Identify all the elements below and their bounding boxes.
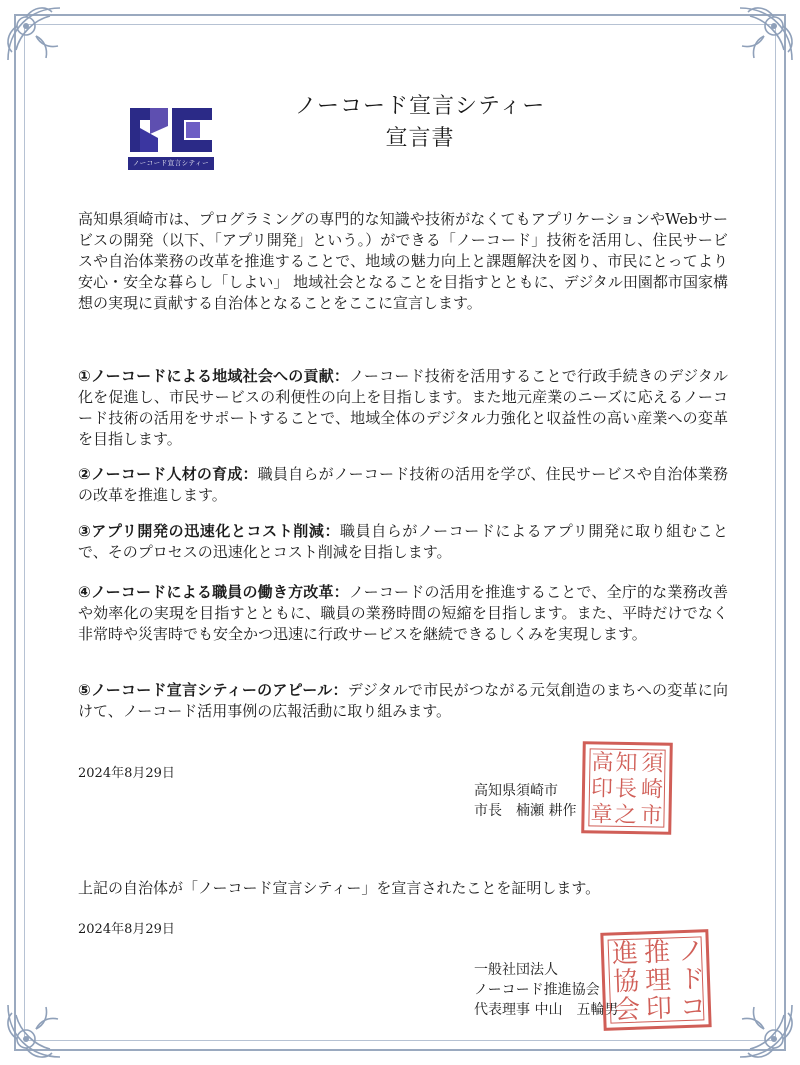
association-signature-block (474, 960, 618, 1020)
signer-name: 代表理事 中山 五輪男 (474, 1002, 619, 1018)
signer-name: 市長 楠瀬 耕作 (474, 803, 577, 819)
signer-organization: 高知県須崎市 (474, 783, 558, 799)
declaration-item (78, 521, 728, 563)
declaration-date: 2024年8月29日 (78, 766, 175, 781)
signer-org-type: 一般社団法人 (474, 962, 558, 978)
association-seal-icon: ノ ド コ 推 理 印 進 協 会 (600, 929, 711, 1031)
declaration-item (78, 464, 728, 506)
item-heading: ⑤ノーコード宣言シティーのアピール： (78, 681, 348, 699)
item-text: デジタルで市民がつながる元気創造のまちへの変革に向けて、ノーコード活用事例の広報活動に取り組みます。 (78, 681, 729, 720)
title-line-2: 宣言書 (385, 126, 455, 151)
corner-ornament-icon (704, 0, 800, 96)
certification-statement: 上記の自治体が「ノーコード宣言シティー」を宣言されたことを証明します。 (78, 879, 601, 897)
item-heading: ②ノーコード人材の育成： (78, 465, 258, 483)
declaration-item (78, 680, 728, 722)
item-text: 職員自らがノーコード技術の活用を学び、住民サービスや自治体業務の改革を推進します。 (78, 465, 728, 504)
declaration-item (78, 582, 728, 645)
item-text: ノーコードの活用を推進することで、全庁的な業務改善や効率化の実現を目指すとともに、職員の業務時間の短縮を目指します。また、平時だけでなく非常時や災害時でも安全かつ迅速に行政サービスを継続できるしくみを実現します。 (78, 583, 728, 643)
title-line-1: ノーコード宣言シティー (294, 94, 546, 119)
corner-ornament-icon (0, 0, 96, 96)
item-heading: ④ノーコードによる職員の働き方改革： (78, 583, 349, 601)
item-text: ノーコード技術を活用することで行政手続きのデジタル化を促進し、市民サービスの利便性の向上を目指します。また地元産業のニーズに応えるノーコード技術の活用をサポートすることで、地域全体のデジタル力強化と収益性の高い産業への変革を目指します。 (78, 367, 728, 448)
item-heading: ①ノーコードによる地域社会への貢献： (78, 367, 350, 385)
mayor-signature-block (474, 781, 576, 821)
item-heading: ③アプリ開発の迅速化とコスト削減： (78, 522, 341, 540)
corner-ornament-icon (704, 969, 800, 1065)
document-title (240, 92, 600, 154)
item-text: 職員自らがノーコードによるアプリ開発に取り組むことで、そのプロセスの迅速化とコスト削減を目指します。 (78, 522, 728, 561)
signer-organization: ノーコード推進協会 (474, 982, 600, 998)
intro-paragraph: 高知県須崎市は、プログラミングの専門的な知識や技術がなくてもアプリケーションやWebサービスの開発（以下、「アプリ開発」という。）ができる「ノーコード」技術を活用し、住民サービスや自治体業務の改革を推進することで、地域の魅力向上と課題解決を図り、市民にとってより安心・安全な暮らし「しよい」 地域社会となることを目指すとともに、デジタル田園都市国家構想の実現に貢献する自治体となることをここに宣言します。 (78, 210, 728, 312)
city-seal-icon: 須 崎 市 知 長 之 高 印 章 (581, 741, 673, 835)
logo-caption: ノーコード宣言シティー (128, 157, 214, 170)
certification-date: 2024年8月29日 (78, 922, 175, 937)
corner-ornament-icon (0, 969, 96, 1065)
declaration-item (78, 366, 728, 450)
